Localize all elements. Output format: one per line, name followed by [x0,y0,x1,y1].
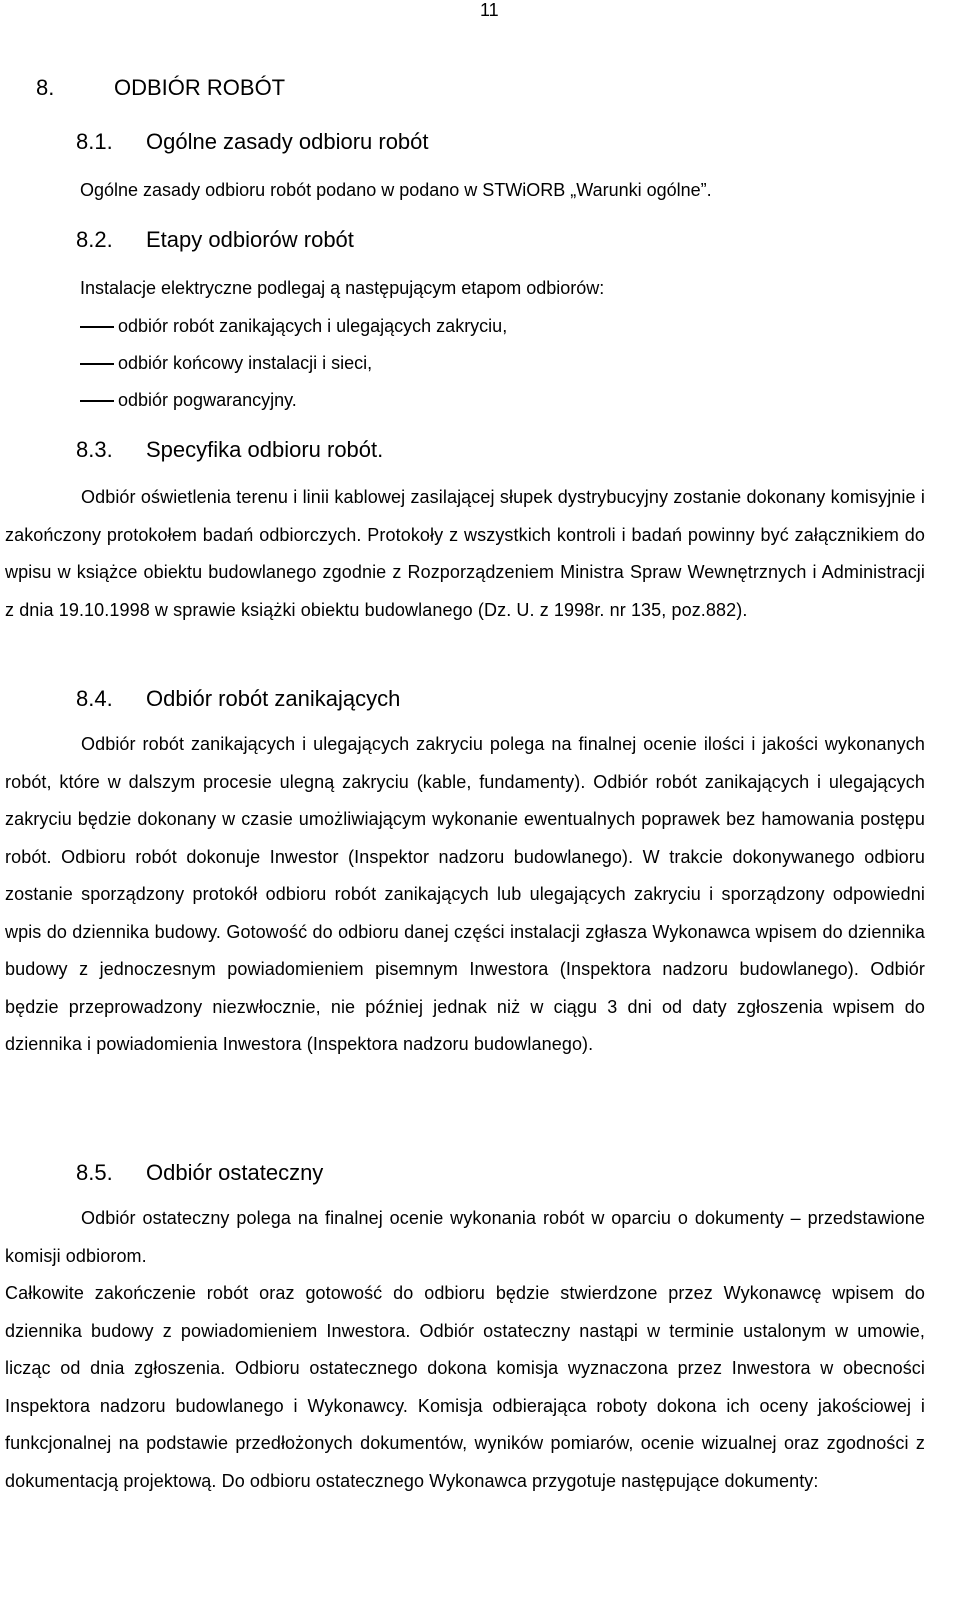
section-8-3-text: Odbiór oświetlenia terenu i linii kablowej zasilającej słupek dystrybucyjny zostanie dokonany komisyjnie i zakończony protokołem badań odbiorczych. Protokoły z wszystkich kontroli i badań powinny być załącznikiem do wpisu w książce obiektu budowlanego zgodnie z Rozporządzeniem Ministra Spraw Wewnętrznych i Administracji z dnia 19.10.1998 w sprawie książki obiektu budowlanego (Dz. U. z 1998r. nr 135, poz.882). [5,487,925,620]
section-8-1-title: Ogólne zasady odbioru robót [146,129,429,154]
page-number: 11 [480,0,499,20]
section-8-3-heading [76,436,383,464]
section-8-5-title: Odbiór ostateczny [146,1160,324,1185]
section-8-1-text: Ogólne zasady odbioru robót podano w podano w STWiORB „Warunki ogólne”. [80,180,712,200]
section-8-4-heading [76,685,400,713]
section-8-5-text-2: Całkowite zakończenie robót oraz gotowość do odbioru będzie stwierdzone przez Wykonawcę wpisem do dziennika budowy z powiadomieniem Inwestora. Odbiór ostateczny nastąpi w terminie ustalonym w umowie, licząc od dnia zgłoszenia. Odbioru ostatecznego dokona komisja wyznaczona przez Inwestora w obecności Inspektora nadzoru budowlanego i Wykonawcy. Komisja odbierająca roboty dokona ich oceny jakościowej i funkcjonalnej na podstawie przedłożonych dokumentów, wyników pomiarów, ocenie wizualnej oraz zgodności z dokumentacją projektową. Do odbioru ostatecznego Wykonawca przygotuje następujące dokumenty: [5,1283,925,1491]
section-8-3-title: Specyfika odbioru robót. [146,437,384,462]
section-8-3-number: 8.3. [76,437,113,462]
section-8-4-title: Odbiór robót zanikających [146,686,401,711]
list-dash [80,326,114,328]
section-8-1-heading [76,128,429,156]
section-8-number: 8. [36,75,55,100]
section-8-5-number: 8.5. [76,1160,113,1185]
list-item: odbiór końcowy instalacji i sieci, [118,353,373,373]
section-8-5-paragraph-1 [5,1200,925,1275]
list-dash [80,400,114,402]
section-8-2-intro: Instalacje elektryczne podlegaj ą następującym etapom odbiorów: [80,278,605,298]
section-8-3-paragraph [5,479,925,629]
section-8-5-text-1: Odbiór ostateczny polega na finalnej ocenie wykonania robót w oparciu o dokumenty – przedstawione komisji odbiorom. [5,1208,925,1266]
list-dash [80,363,114,365]
section-8-1-number: 8.1. [76,129,113,154]
list-item: odbiór robót zanikających i ulegających zakryciu, [118,316,508,336]
section-8-5-heading [76,1159,323,1187]
section-8-title: ODBIÓR ROBÓT [114,75,286,100]
section-8-5-paragraph-2 [5,1275,925,1500]
section-8-2-heading [76,226,354,254]
section-8-2-number: 8.2. [76,227,113,252]
section-8-4-number: 8.4. [76,686,113,711]
list-item: odbiór pogwarancyjny. [118,390,297,410]
section-8-2-title: Etapy odbiorów robót [146,227,354,252]
section-8-4-text: Odbiór robót zanikających i ulegających zakryciu polega na finalnej ocenie ilości i jakości wykonanych robót, które w dalszym procesie ulegną zakryciu (kable, fundamenty). Odbiór robót zanikających i ulegających zakryciu będzie dokonany w czasie umożliwiającym wykonanie ewentualnych poprawek bez hamowania postępu robót. Odbioru robót dokonuje Inwestor (Inspektor nadzoru budowlanego). W trakcie dokonywanego odbioru zostanie sporządzony protokół odbioru robót zanikających lub ulegających zakryciu i sporządzony odpowiedni wpis do dziennika budowy. Gotowość do odbioru danej części instalacji zgłasza Wykonawca wpisem do dziennika budowy z jednoczesnym powiadomieniem pisemnym Inwestora (Inspektora nadzoru budowlanego). Odbiór będzie przeprowadzony niezwłocznie, nie później jednak niż w ciągu 3 dni od daty zgłoszenia wpisem do dziennika i powiadomienia Inwestora (Inspektora nadzoru budowlanego). [5,734,925,1054]
section-8-heading [36,74,285,102]
section-8-4-paragraph [5,726,925,1064]
